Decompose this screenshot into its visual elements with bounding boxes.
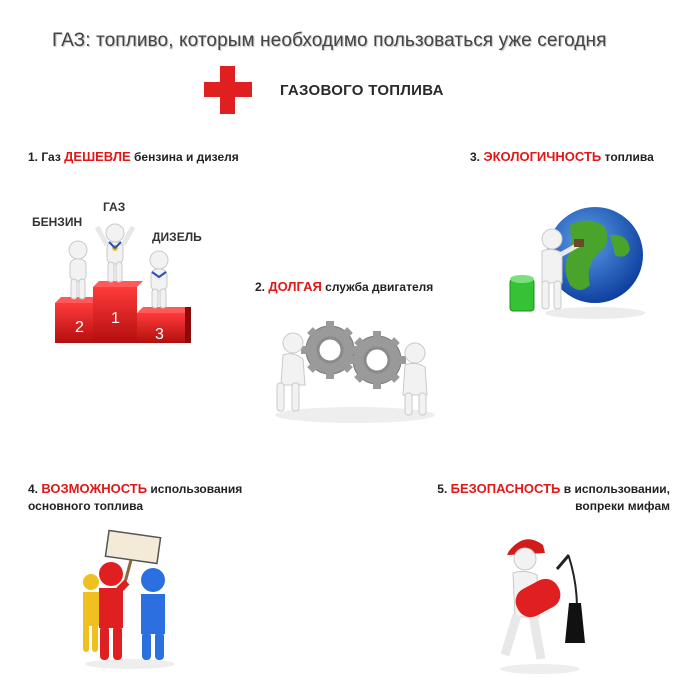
plus-icon [204, 66, 252, 114]
podium-label-gaz: ГАЗ [103, 200, 126, 214]
benefit-3-highlight: ЭКОЛОГИЧНОСТЬ [483, 149, 602, 164]
benefit-1: 1. Газ ДЕШЕВЛЕ бензина и дизеля [28, 149, 239, 164]
podium-illustration [45, 215, 195, 350]
benefit-2-highlight: ДОЛГАЯ [268, 279, 322, 294]
benefit-5-highlight: БЕЗОПАСНОСТЬ [450, 481, 561, 496]
page-title: ГАЗ: топливо, которым необходимо пользоваться уже сегодня [52, 30, 607, 51]
fire-extinguisher-illustration [485, 525, 595, 675]
podium-place-2: 2 [75, 319, 84, 336]
protest-sign-illustration [75, 530, 185, 670]
benefit-1-highlight: ДЕШЕВЛЕ [64, 149, 131, 164]
benefit-4-highlight: ВОЗМОЖНОСТЬ [41, 481, 148, 496]
podium-label-benzin: БЕНЗИН [32, 215, 83, 229]
globe-painting-illustration [500, 205, 650, 320]
benefit-2: 2. ДОЛГАЯ служба двигателя [255, 279, 434, 294]
podium-place-1: 1 [111, 310, 120, 327]
podium-place-3: 3 [155, 326, 164, 343]
benefit-3: 3. ЭКОЛОГИЧНОСТЬ топлива [470, 149, 654, 164]
benefit-5: 5. БЕЗОПАСНОСТЬ в использовании, вопреки мифам [437, 481, 670, 513]
gears-illustration [265, 315, 445, 425]
benefit-4: 4. ВОЗМОЖНОСТЬ использования основного топлива [28, 481, 243, 513]
page-subtitle: ГАЗОВОГО ТОПЛИВА [280, 82, 444, 99]
podium-label-dizel: ДИЗЕЛЬ [152, 230, 202, 244]
